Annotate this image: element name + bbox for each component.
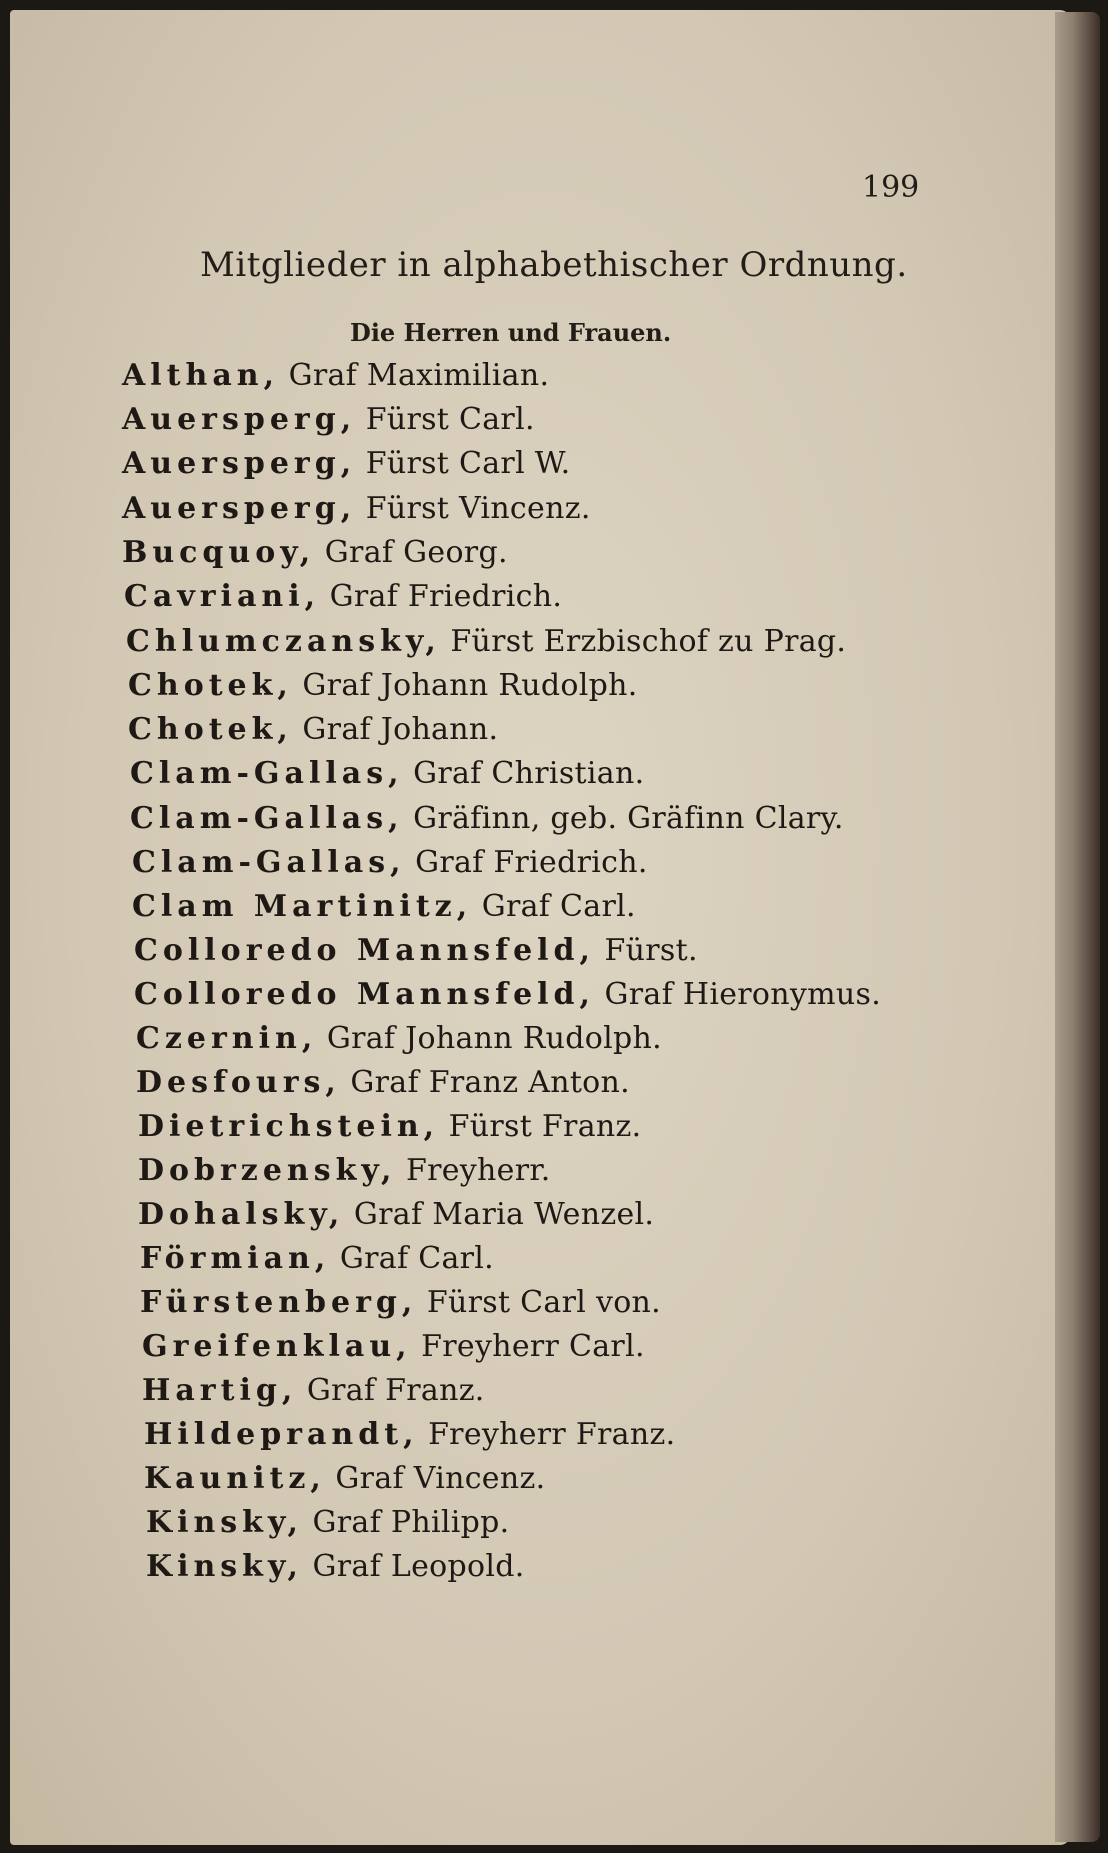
member-title: Graf Carl. — [339, 1241, 495, 1276]
member-entry — [144, 1461, 545, 1496]
member-list — [10, 10, 1070, 1845]
member-entry — [146, 1549, 525, 1584]
member-entry — [130, 801, 844, 836]
member-title: Graf Johann Rudolph. — [326, 1021, 662, 1056]
member-surname: Colloredo Mannsfeld, — [134, 933, 595, 968]
member-title: Graf Johann. — [302, 712, 499, 747]
member-entry — [146, 1505, 509, 1540]
member-title: Fürst Carl von. — [426, 1285, 662, 1320]
member-title: Graf Philipp. — [312, 1505, 510, 1540]
page-number: 199 — [862, 170, 920, 205]
member-entry — [130, 756, 644, 791]
member-entry — [140, 1241, 494, 1276]
member-surname: Auersperg, — [122, 402, 357, 437]
member-entry — [132, 845, 648, 880]
member-surname: Clam-Gallas, — [132, 845, 406, 880]
member-title: Fürst Erzbischof zu Prag. — [450, 624, 847, 659]
member-entry — [138, 1109, 641, 1144]
member-entry — [124, 579, 562, 614]
member-entry — [136, 1065, 630, 1100]
member-entry — [128, 668, 638, 703]
member-surname: Kinsky, — [146, 1549, 303, 1584]
member-surname: Fürstenberg, — [140, 1285, 418, 1320]
member-surname: Czernin, — [136, 1021, 318, 1056]
member-surname: Dohalsky, — [138, 1197, 345, 1232]
member-entry — [126, 624, 846, 659]
member-surname: Clam-Gallas, — [130, 756, 404, 791]
member-title: Fürst. — [604, 933, 698, 968]
member-title: Graf Franz. — [306, 1373, 485, 1408]
member-title: Graf Friedrich. — [415, 845, 648, 880]
member-surname: Chotek, — [128, 668, 293, 703]
member-title: Graf Franz Anton. — [350, 1065, 631, 1100]
book-page — [10, 10, 1070, 1845]
member-surname: Greifenklau, — [142, 1329, 412, 1364]
member-title: Graf Carl. — [481, 889, 636, 924]
member-surname: Förmian, — [140, 1241, 331, 1276]
member-surname: Chotek, — [128, 712, 293, 747]
member-title: Graf Friedrich. — [329, 579, 563, 614]
member-entry — [132, 889, 636, 924]
member-title: Fürst Vincenz. — [365, 491, 591, 526]
member-entry — [134, 977, 881, 1012]
member-title: Fürst Carl W. — [365, 446, 571, 481]
member-entry — [122, 446, 571, 481]
member-entry — [142, 1373, 485, 1408]
book-page-edge — [1055, 12, 1100, 1842]
member-surname: Desfours, — [136, 1065, 341, 1100]
member-surname: Althan, — [122, 358, 280, 393]
member-surname: Auersperg, — [122, 446, 357, 481]
member-title: Graf Maximilian. — [288, 358, 550, 393]
member-surname: Bucquoy, — [122, 535, 316, 570]
member-entry — [134, 933, 698, 968]
member-entry — [122, 491, 591, 526]
member-surname: Clam Martinitz, — [132, 889, 473, 924]
member-surname: Colloredo Mannsfeld, — [134, 977, 595, 1012]
member-title: Gräfinn, geb. Gräfinn Clary. — [413, 801, 844, 836]
member-entry — [138, 1153, 551, 1188]
member-title: Graf Johann Rudolph. — [302, 668, 638, 703]
member-title: Graf Maria Wenzel. — [353, 1197, 655, 1232]
member-surname: Dobrzensky, — [138, 1153, 397, 1188]
member-entry — [122, 358, 549, 393]
member-surname: Hildeprandt, — [144, 1417, 419, 1452]
member-entry — [140, 1285, 661, 1320]
member-title: Graf Leopold. — [312, 1549, 525, 1584]
member-title: Freyherr Franz. — [428, 1417, 676, 1452]
member-title: Graf Vincenz. — [335, 1461, 546, 1496]
member-title: Graf Georg. — [324, 535, 508, 570]
member-title: Fürst Carl. — [365, 402, 535, 437]
member-surname: Clam-Gallas, — [130, 801, 404, 836]
member-surname: Dietrichstein, — [138, 1109, 440, 1144]
member-title: Freyherr Carl. — [421, 1329, 645, 1364]
member-title: Graf Hieronymus. — [604, 977, 882, 1012]
member-entry — [128, 712, 498, 747]
member-title: Freyherr. — [405, 1153, 551, 1188]
member-title: Graf Christian. — [413, 756, 645, 791]
member-entry — [122, 402, 535, 437]
member-entry — [142, 1329, 645, 1364]
section-subtitle: Die Herren und Frauen. — [350, 318, 672, 347]
member-surname: Kinsky, — [146, 1505, 303, 1540]
member-entry — [136, 1021, 662, 1056]
member-surname: Auersperg, — [122, 491, 357, 526]
member-surname: Kaunitz, — [144, 1461, 326, 1496]
page-title: Mitglieder in alphabethischer Ordnung. — [200, 245, 908, 285]
member-surname: Cavriani, — [124, 579, 321, 614]
member-surname: Chlumczansky, — [126, 624, 441, 659]
member-surname: Hartig, — [142, 1373, 298, 1408]
member-entry — [138, 1197, 654, 1232]
member-entry — [144, 1417, 675, 1452]
member-title: Fürst Franz. — [448, 1109, 642, 1144]
member-entry — [122, 535, 508, 570]
